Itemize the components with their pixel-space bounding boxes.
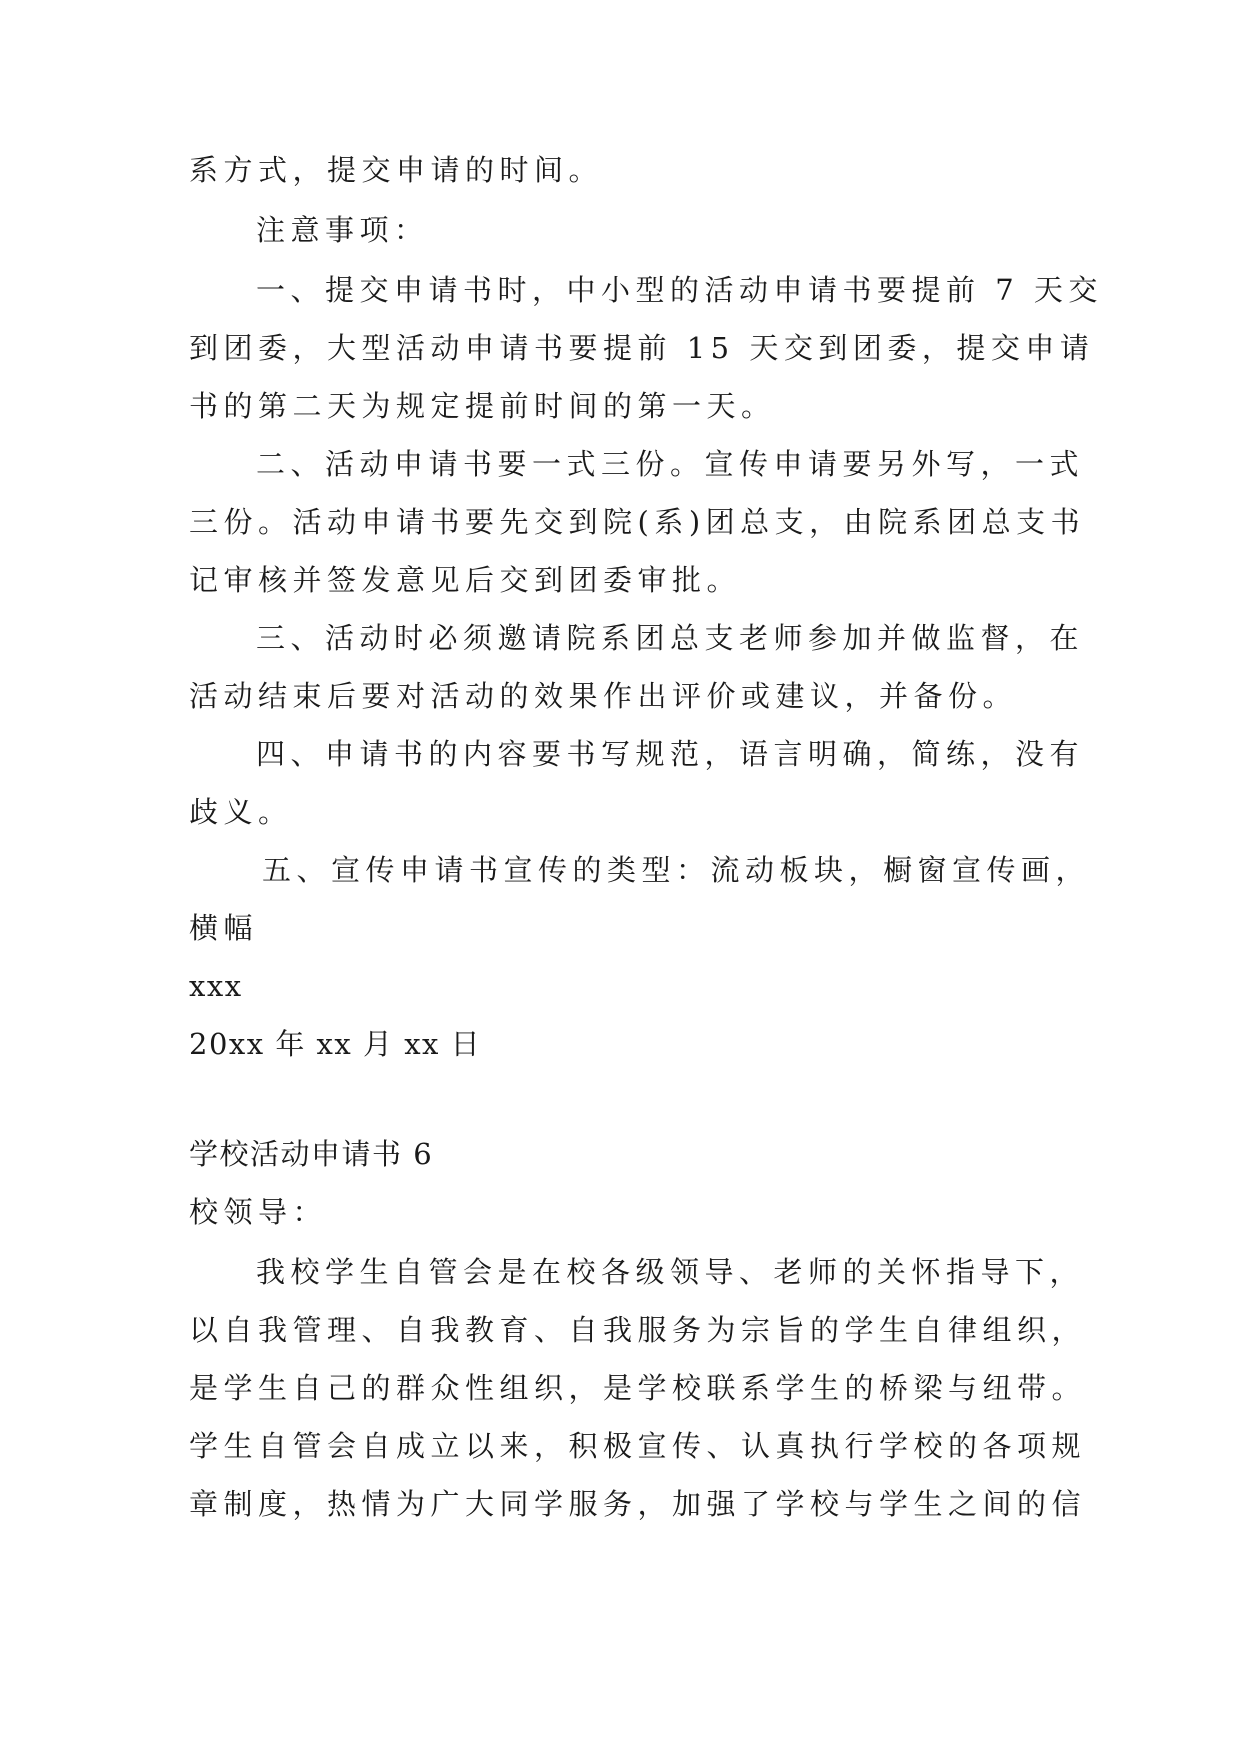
text-line: 一、提交申请书时，中小型的活动申请书要提前 7 天交 [256, 273, 1103, 307]
text-line: 章制度，热情为广大同学服务，加强了学校与学生之间的信 [189, 1487, 1087, 1521]
signature-date: 20xx 年 xx 月 xx 日 [189, 1027, 482, 1061]
text-line: 二、活动申请书要一式三份。宣传申请要另外写，一式 [256, 447, 1085, 481]
section-heading: 注意事项： [256, 213, 429, 247]
text-line: 横幅 [189, 911, 259, 945]
signature-name: xxx [189, 969, 243, 1003]
text-line: 以自我管理、自我教育、自我服务为宗旨的学生自律组织， [189, 1313, 1087, 1347]
text-line: 我校学生自管会是在校各级领导、老师的关怀指导下， [256, 1255, 1085, 1289]
document-title: 学校活动申请书 6 [189, 1137, 434, 1171]
text-line: 歧义。 [189, 795, 293, 829]
text-line: 到团委，大型活动申请书要提前 15 天交到团委，提交申请 [189, 331, 1095, 365]
text-line: 五、宣传申请书宣传的类型：流动板块，橱窗宣传画， [262, 853, 1091, 887]
text-line: 活动结束后要对活动的效果作出评价或建议，并备份。 [189, 679, 1018, 713]
text-line: 是学生自己的群众性组织，是学校联系学生的桥梁与纽带。 [189, 1371, 1087, 1405]
text-line: 三、活动时必须邀请院系团总支老师参加并做监督，在 [256, 621, 1085, 655]
text-line: 系方式，提交申请的时间。 [189, 153, 604, 187]
text-line: 记审核并签发意见后交到团委审批。 [189, 563, 742, 597]
salutation: 校领导： [189, 1195, 328, 1229]
text-line: 四、申请书的内容要书写规范，语言明确，简练，没有 [256, 737, 1085, 771]
text-line: 书的第二天为规定提前时间的第一天。 [189, 389, 776, 423]
text-line: 三份。活动申请书要先交到院(系)团总支，由院系团总支书 [189, 505, 1086, 539]
text-line: 学生自管会自成立以来，积极宣传、认真执行学校的各项规 [189, 1429, 1087, 1463]
